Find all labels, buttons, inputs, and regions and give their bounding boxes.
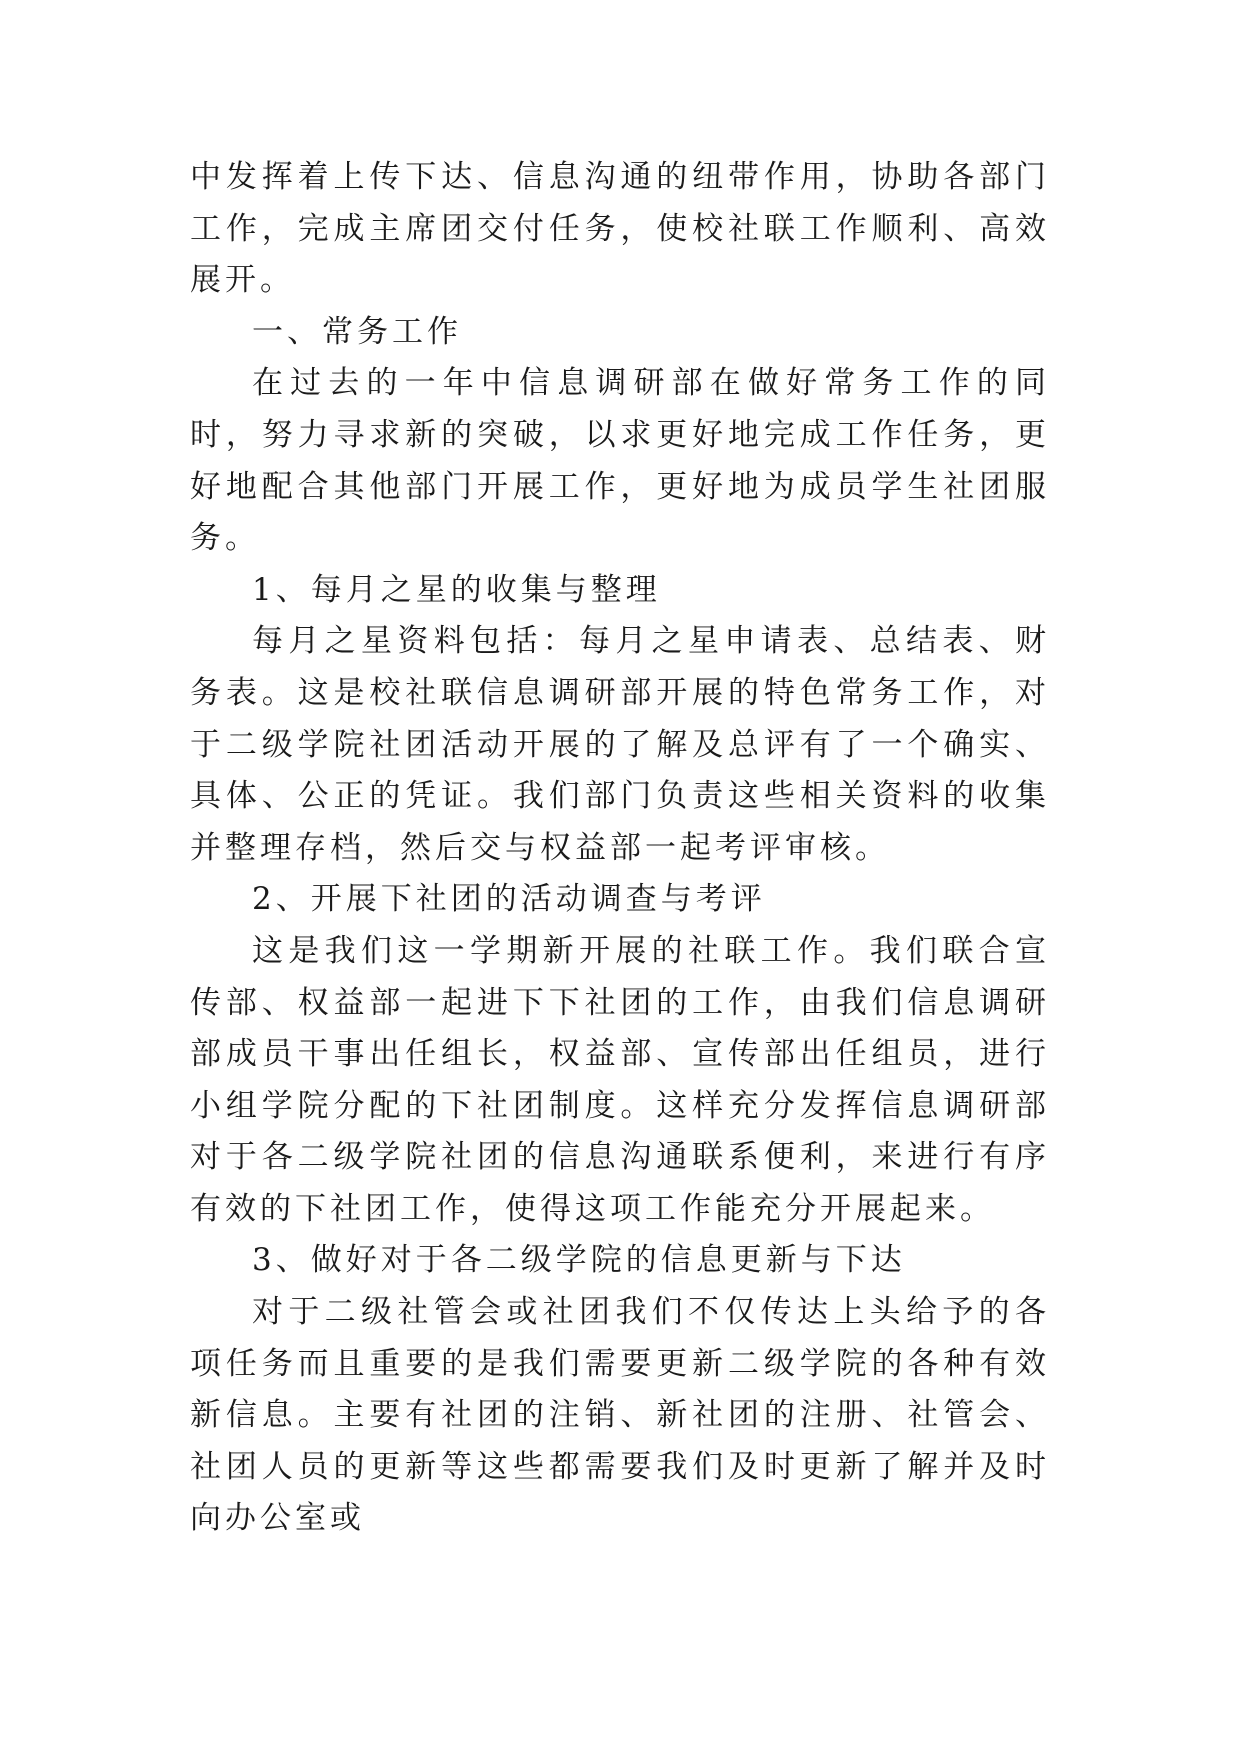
paragraph-info-update: 对于二级社管会或社团我们不仅传达上头给予的各项任务而且重要的是我们需要更新二级学院的各种有效新信息。主要有社团的注销、新社团的注册、社管会、社团人员的更新等这些都需要我们及时更新了解并及时向办公室或 xyxy=(190,1294,1050,1537)
document-body xyxy=(190,152,1050,1545)
heading-info-update: 3、做好对于各二级学院的信息更新与下达 xyxy=(252,1242,906,1279)
heading-monthly-star: 1、每月之星的收集与整理 xyxy=(252,571,661,608)
paragraph-routine-work: 在过去的一年中信息调研部在做好常务工作的同时，努力寻求新的突破，以求更好地完成工作任务，更好地配合其他部门开展工作，更好地为成员学生社团服务。 xyxy=(190,365,1050,557)
paragraph-club-survey: 这是我们这一学期新开展的社联工作。我们联合宣传部、权益部一起进下下社团的工作，由我们信息调研部成员干事出任组长，权益部、宣传部出任组员，进行小组学院分配的下社团制度。这样充分发挥信息调研部对于各二级学院社团的信息沟通联系便利，来进行有序有效的下社团工作，使得这项工作能充分开展起来。 xyxy=(190,932,1050,1227)
paragraph-intro-continued: 中发挥着上传下达、信息沟通的纽带作用，协助各部门工作，完成主席团交付任务，使校社联工作顺利、高效展开。 xyxy=(190,159,1050,299)
paragraph-monthly-star: 每月之星资料包括：每月之星申请表、总结表、财务表。这是校社联信息调研部开展的特色常务工作，对于二级学院社团活动开展的了解及总评有了一个确实、具体、公正的凭证。我们部门负责这些相关资料的收集并整理存档，然后交与权益部一起考评审核。 xyxy=(190,623,1050,866)
heading-routine-work: 一、常务工作 xyxy=(252,313,462,350)
heading-club-survey: 2、开展下社团的活动调查与考评 xyxy=(252,881,766,918)
